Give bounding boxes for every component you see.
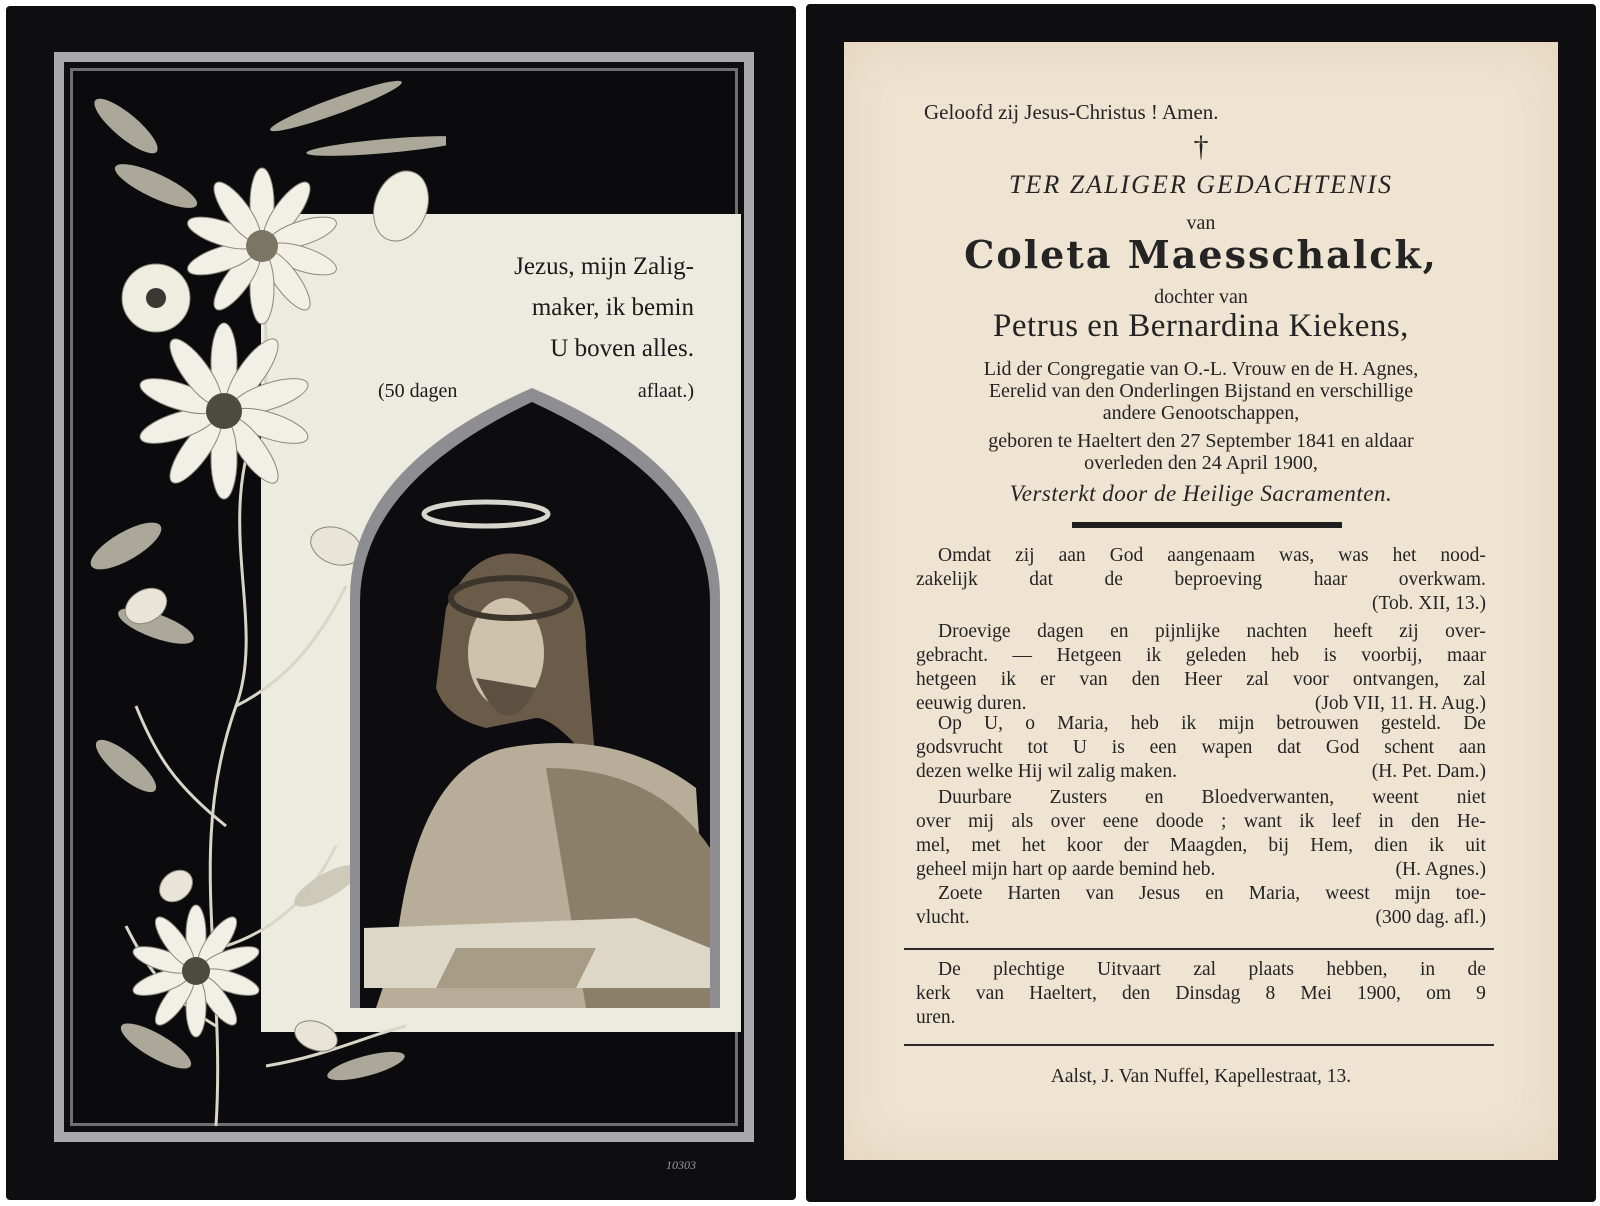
section-separator (904, 948, 1494, 950)
membership-line: andere Genootschappen, (1102, 402, 1300, 424)
christ-portrait-arch (336, 388, 736, 1008)
funeral-line: De plechtige Uitvaart zal plaats hebben, in de (938, 959, 1486, 980)
birth-line: geboren te Haeltert den 27 September 1841 en aldaar (988, 430, 1414, 452)
passage (916, 882, 1486, 930)
passage-ref-row (916, 760, 1486, 784)
passage-line: godsvrucht tot U is een wapen dat God schent aan (916, 737, 1486, 758)
van-label: van (1186, 212, 1216, 234)
cross-symbol: † (1193, 130, 1209, 163)
memorial-heading: TER ZALIGER GEDACHTENIS (1009, 170, 1393, 199)
passage-line: Op U, o Maria, heb ik mijn betrouwen gesteld. De (938, 713, 1486, 734)
passage-reference: (H. Pet. Dam.) (1371, 761, 1486, 782)
indulgence-left: (50 dagen (378, 380, 458, 402)
funeral-line: kerk van Haeltert, den Dinsdag 8 Mei 1900, om 9 (916, 983, 1486, 1004)
text-paper (844, 42, 1558, 1160)
passage (916, 620, 1486, 716)
passage-line: Duurbare Zusters en Bloedverwanten, weent niet (938, 787, 1486, 808)
passage (916, 544, 1486, 616)
passage-line: dezen welke Hij wil zalig maken. (916, 761, 1177, 782)
passage-line: Omdat zij aan God aangenaam was, was het nood- (938, 545, 1486, 566)
passage (916, 712, 1486, 784)
intro-line: Geloofd zij Jesus-Christus ! Amen. (924, 100, 1219, 124)
prayer-line: maker, ik bemin (531, 294, 694, 321)
passage-line: vlucht. (916, 907, 970, 928)
membership-line: Eerelid van den Onderlingen Bijstand en verschillige (988, 380, 1414, 402)
dochter-label: dochter van (1154, 286, 1248, 308)
passage-reference: (H. Agnes.) (1395, 859, 1486, 880)
memorial-card-front (6, 6, 796, 1200)
funeral-notice (916, 958, 1486, 1030)
section-separator (904, 1044, 1494, 1046)
membership-line: Lid der Congregatie van O.-L. Vrouw en de H. Agnes, (983, 358, 1419, 380)
passage-ref-row (916, 592, 1486, 616)
passage-line: Zoete Harten van Jesus en Maria, weest mijn toe- (938, 883, 1486, 904)
passage-line: eeuwig duren. (916, 693, 1027, 714)
sacraments-line: Versterkt door de Heilige Sacramenten. (1009, 481, 1393, 506)
funeral-line: uren. (916, 1007, 956, 1028)
passage-line: geheel mijn hart op aarde bemind heb. (916, 859, 1216, 880)
passage-line: mel, met het koor der Maagden, bij Hem, dien ik uit (916, 835, 1486, 856)
prayer-line: U boven alles. (550, 335, 694, 362)
passage-ref-row (916, 906, 1486, 930)
prayer-line: Jezus, mijn Zalig- (514, 253, 694, 280)
passage-line: over mij als over eene doode ; want ik leef in den He- (916, 811, 1486, 832)
passage-reference: (Tob. XII, 13.) (1372, 593, 1486, 614)
passage (916, 786, 1486, 882)
indulgence-right: aflaat.) (637, 380, 694, 402)
passage-ref-row (916, 858, 1486, 882)
passage-reference: (Job VII, 11. H. Aug.) (1314, 693, 1486, 714)
print-number-stamp: 10303 (666, 1158, 696, 1172)
memorial-card-back (806, 4, 1596, 1202)
passage-line: zakelijk dat de beproeving haar overkwam. (916, 569, 1486, 590)
passage-line: gebracht. — Hetgeen ik geleden heb is voorbij, maar (916, 645, 1486, 666)
passage-line: hetgeen ik er van den Heer zal voor ontvangen, zal (916, 669, 1486, 690)
printer-imprint: Aalst, J. Van Nuffel, Kapellestraat, 13. (1050, 1066, 1352, 1087)
passage-reference: (300 dag. afl.) (1375, 907, 1486, 928)
deceased-name: Coleta Maesschalck, (964, 232, 1438, 277)
parents-names: Petrus en Bernardina Kiekens, (993, 308, 1409, 344)
ornament-divider (1072, 522, 1342, 528)
birth-line: overleden den 24 April 1900, (1084, 452, 1318, 474)
passage-line: Droevige dagen en pijnlijke nachten heeft zij over- (938, 621, 1486, 642)
